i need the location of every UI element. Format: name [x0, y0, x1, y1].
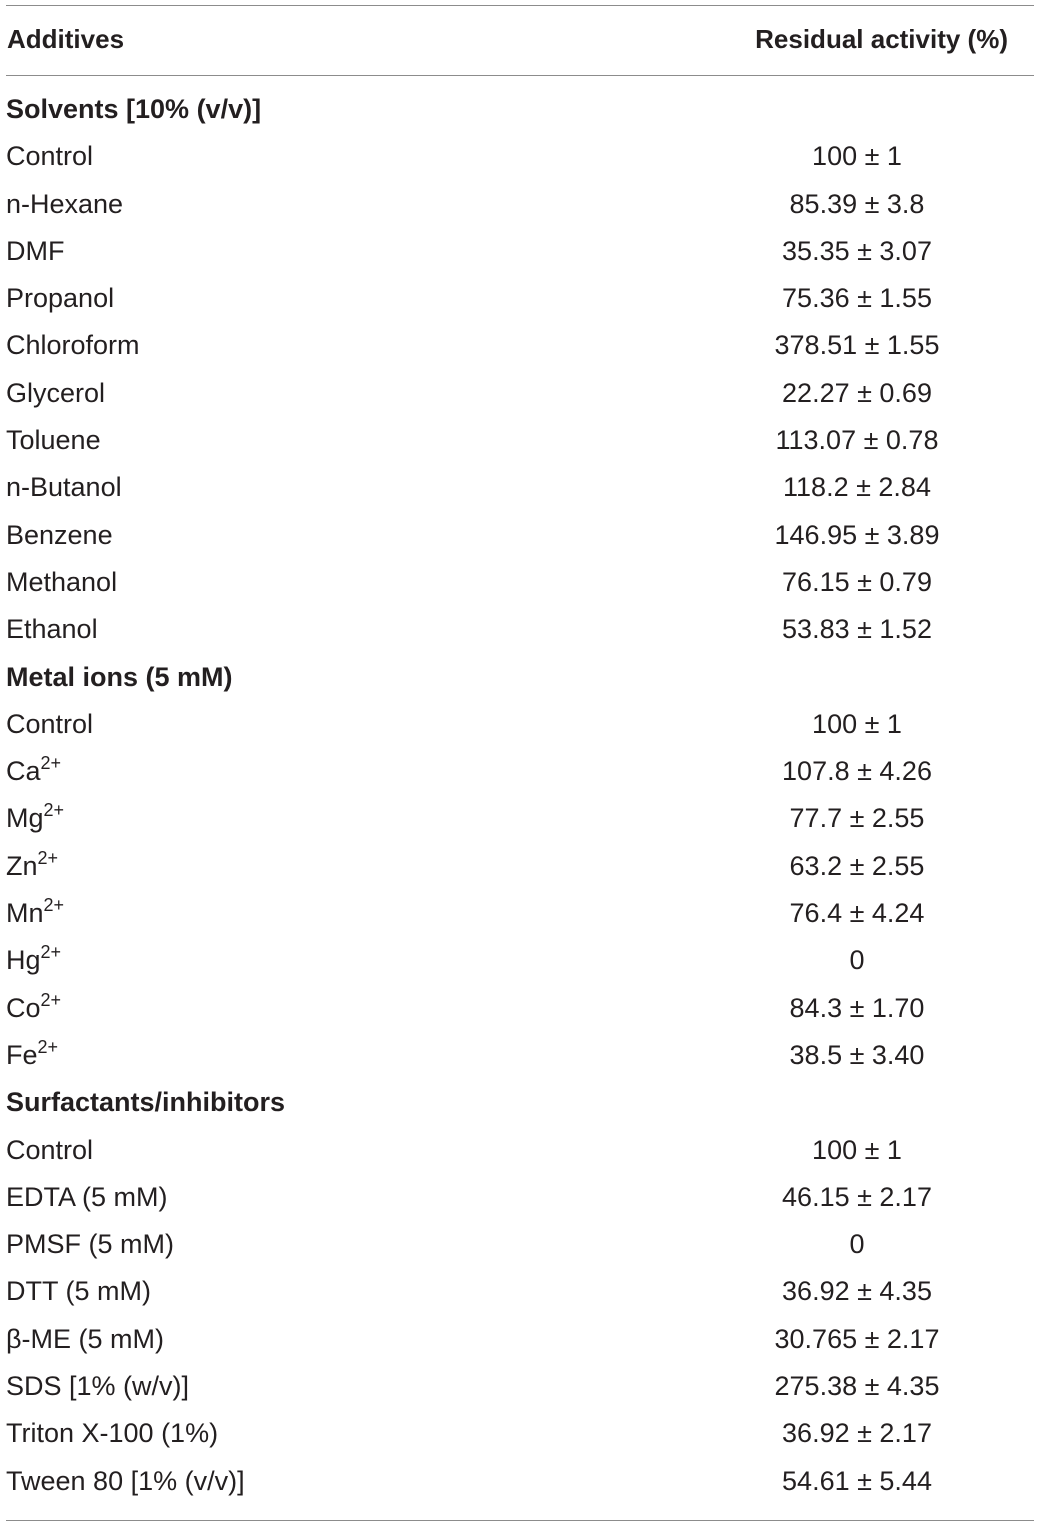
section-title: Surfactants/inhibitors: [6, 1087, 286, 1118]
additive-name-text: Hg: [6, 945, 41, 976]
additive-name: [6, 709, 93, 740]
additive-name-text: Triton X-100 (1%): [6, 1418, 219, 1449]
residual-activity-value: 100 ± 1: [812, 141, 902, 172]
additive-name: [6, 189, 123, 220]
table-row: [6, 1174, 1034, 1221]
table-row: [6, 370, 1034, 417]
additive-name-text: DMF: [6, 235, 65, 266]
header-residual-activity: Residual activity (%): [755, 24, 1008, 54]
ion-charge-superscript: 2+: [43, 800, 65, 821]
ion-charge-superscript: 2+: [40, 942, 62, 963]
additive-name: [6, 378, 105, 409]
residual-activity-value: 146.95 ± 3.89: [774, 519, 940, 550]
table-row: [6, 890, 1034, 937]
additive-name-text: DTT (5 mM): [6, 1276, 151, 1307]
additive-name-text: Tween 80 [1% (v/v)]: [6, 1465, 245, 1496]
residual-activity-value: 53.83 ± 1.52: [782, 614, 932, 645]
residual-activity-value: 0: [849, 1229, 865, 1260]
additive-name: [6, 1371, 189, 1402]
table-row: [6, 937, 1034, 984]
additive-name-text: Toluene: [6, 425, 101, 456]
additive-name-text: Benzene: [6, 519, 113, 550]
additive-name-text: Propanol: [6, 283, 115, 314]
residual-activity-value: 100 ± 1: [812, 1134, 902, 1165]
table-row: [6, 1458, 1034, 1505]
table-row: [6, 559, 1034, 606]
table-header: [6, 0, 1034, 76]
section-title: Metal ions (5 mM): [6, 661, 233, 692]
table-row: [6, 464, 1034, 511]
residual-activity-value: 378.51 ± 1.55: [774, 330, 940, 361]
ion-charge-superscript: 2+: [43, 895, 65, 916]
residual-activity-value: 36.92 ± 2.17: [782, 1418, 932, 1449]
table-row: [6, 1363, 1034, 1410]
table-row: [6, 417, 1034, 464]
additive-name: [6, 1418, 218, 1449]
additive-name-text: Zn: [6, 850, 38, 881]
ion-charge-superscript: 2+: [37, 1036, 59, 1057]
additive-name-text: β-ME (5 mM): [6, 1323, 165, 1354]
residual-activity-value: 107.8 ± 4.26: [782, 756, 932, 787]
section-header-row: [6, 654, 1034, 701]
additive-name-text: Mg: [6, 803, 44, 834]
residual-activity-value: 84.3 ± 1.70: [789, 992, 925, 1023]
table-row: [6, 843, 1034, 890]
additive-name-text: n-Hexane: [6, 188, 124, 219]
additive-name: [6, 942, 62, 976]
residual-activity-value: 76.15 ± 0.79: [782, 566, 932, 597]
additive-name-text: Control: [6, 141, 94, 172]
additive-name: [6, 520, 113, 551]
additive-name: [6, 1182, 168, 1213]
header-additives: Additives: [7, 24, 125, 54]
table-row: [6, 512, 1034, 559]
table-row: [6, 795, 1034, 842]
additive-name: [6, 614, 98, 645]
additive-name-text: Glycerol: [6, 377, 106, 408]
additive-name: [6, 567, 117, 598]
additive-name: [6, 1276, 151, 1307]
table-row: [6, 1127, 1034, 1174]
additive-name-text: Mn: [6, 898, 44, 929]
residual-activity-value: 46.15 ± 2.17: [782, 1181, 932, 1212]
additive-name-text: Co: [6, 992, 41, 1023]
table-bottom-rule: [6, 1520, 1034, 1521]
section-header-row: [6, 86, 1034, 133]
residual-activity-value: 100 ± 1: [812, 708, 902, 739]
table-row: [6, 275, 1034, 322]
additive-name-text: Control: [6, 1134, 94, 1165]
table-row: [6, 1268, 1034, 1315]
section-title: Solvents [10% (v/v)]: [6, 94, 262, 124]
table-row: [6, 1316, 1034, 1363]
additive-name: [6, 753, 62, 787]
additive-name-text: Ca: [6, 756, 41, 787]
ion-charge-superscript: 2+: [40, 989, 62, 1010]
table-body: [6, 86, 1034, 1505]
additive-name: [6, 847, 59, 882]
additive-name: [6, 330, 140, 361]
table-row: [6, 1410, 1034, 1457]
additive-name-text: n-Butanol: [6, 472, 122, 503]
table-row: [6, 228, 1034, 275]
residual-activity-value: 75.36 ± 1.55: [782, 283, 932, 314]
residual-activity-value: 22.27 ± 0.69: [782, 377, 932, 408]
additive-name: [6, 1324, 164, 1355]
additive-name: [6, 472, 122, 503]
additive-name: [6, 895, 65, 929]
additive-name: [6, 800, 65, 834]
table-row: [6, 701, 1034, 748]
additive-name: [6, 283, 114, 314]
table-row: [6, 133, 1034, 180]
additive-name: [6, 989, 62, 1024]
table-row: [6, 606, 1034, 653]
additive-name-text: EDTA (5 mM): [6, 1181, 168, 1212]
additive-name: [6, 1036, 59, 1071]
residual-activity-value: 30.765 ± 2.17: [774, 1323, 940, 1354]
residual-activity-value: 77.7 ± 2.55: [789, 803, 925, 834]
residual-activity-value: 0: [849, 945, 865, 976]
ion-charge-superscript: 2+: [37, 847, 59, 868]
residual-activity-value: 85.39 ± 3.8: [789, 188, 925, 219]
residual-activity-value: 54.61 ± 5.44: [782, 1465, 932, 1496]
additive-name: [6, 1466, 245, 1497]
additive-name-text: Methanol: [6, 566, 118, 597]
table-row: [6, 322, 1034, 369]
additive-name-text: Control: [6, 708, 94, 739]
section-header-row: [6, 1079, 1034, 1126]
table-header-rule: [6, 75, 1034, 76]
residual-activity-value: 38.5 ± 3.40: [789, 1039, 925, 1070]
residual-activity-value: 76.4 ± 4.24: [789, 898, 925, 929]
additive-name: [6, 1229, 174, 1260]
residual-activity-value: 35.35 ± 3.07: [782, 235, 932, 266]
additive-name-text: PMSF (5 mM): [6, 1229, 174, 1260]
table-row: [6, 985, 1034, 1032]
residual-activity-value: 275.38 ± 4.35: [774, 1371, 940, 1402]
table-row: [6, 1221, 1034, 1268]
ion-charge-superscript: 2+: [40, 753, 62, 774]
additive-name-text: Chloroform: [6, 330, 140, 361]
additive-name-text: Fe: [6, 1039, 38, 1070]
additive-name-text: SDS [1% (w/v)]: [6, 1371, 190, 1402]
table-row: [6, 748, 1034, 795]
residual-activity-value: 118.2 ± 2.84: [783, 472, 931, 503]
table-row: [6, 1032, 1034, 1079]
residual-activity-value: 113.07 ± 0.78: [775, 425, 939, 456]
additive-name: [6, 236, 64, 267]
additive-name: [6, 1135, 93, 1166]
additive-name-text: Ethanol: [6, 614, 98, 645]
residual-activity-value: 63.2 ± 2.55: [789, 850, 925, 881]
table-row: [6, 181, 1034, 228]
additive-name: [6, 425, 101, 456]
residual-activity-value: 36.92 ± 4.35: [782, 1276, 932, 1307]
additive-name: [6, 141, 93, 172]
